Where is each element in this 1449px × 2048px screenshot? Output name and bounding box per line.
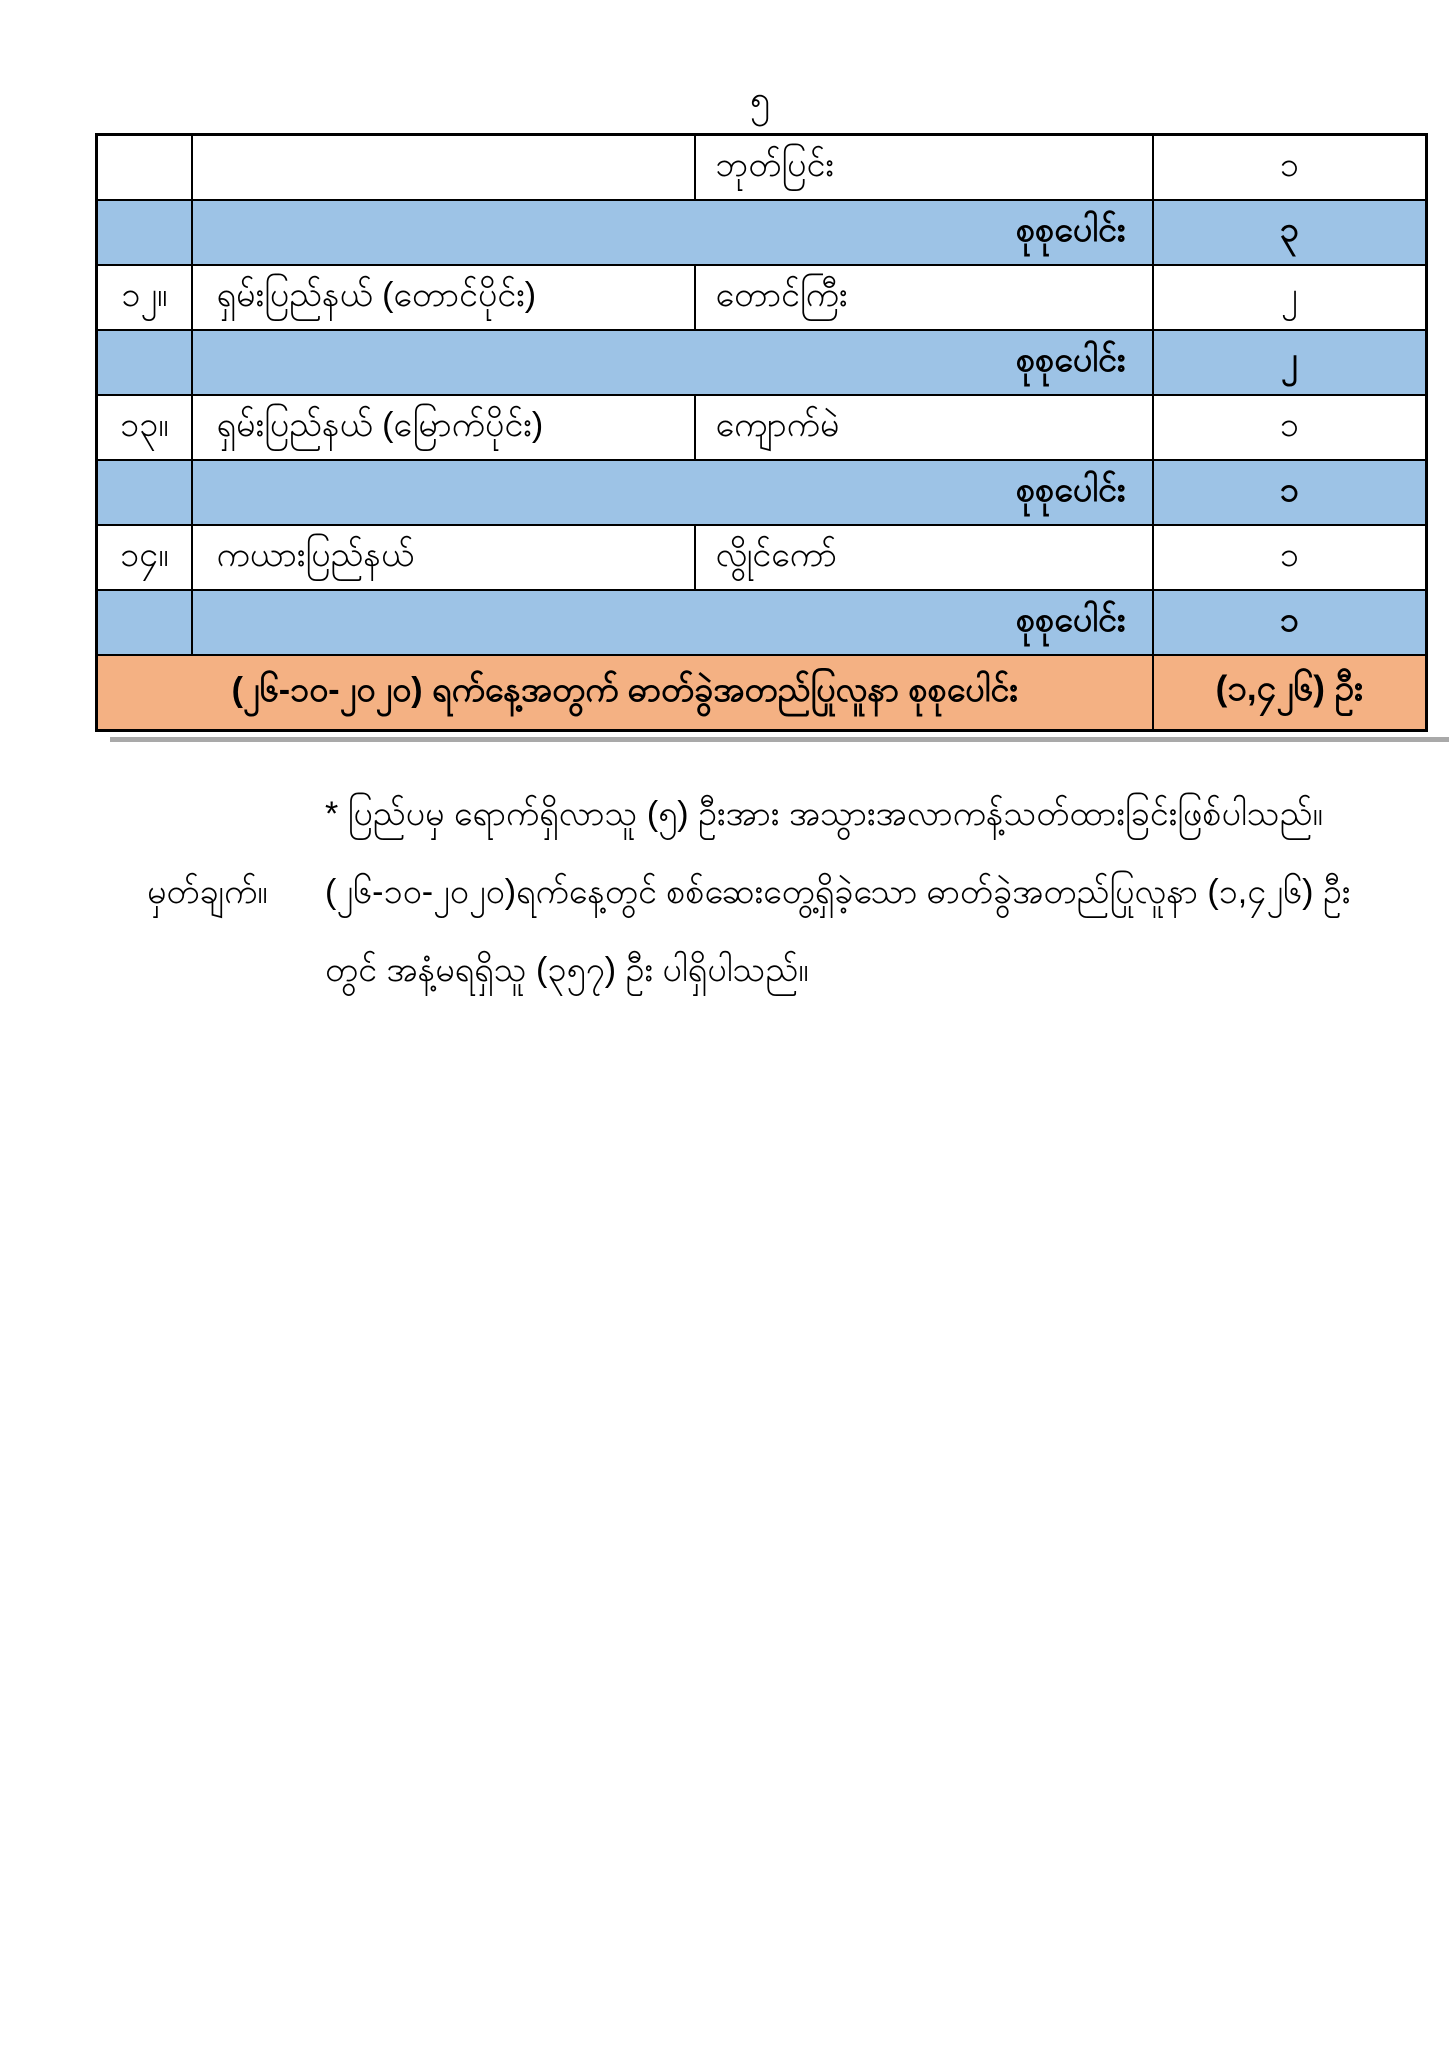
row-no-cell [97, 200, 192, 265]
subtotal-row [97, 460, 1427, 525]
state-region-cell: ကယားပြည်နယ် [192, 525, 695, 590]
subtotal-count-cell: ၁ [1153, 460, 1427, 525]
township-cell: တောင်ကြီး [695, 265, 1153, 330]
grand-total-row [97, 655, 1427, 731]
row-no-cell: ၁၃။ [97, 395, 192, 460]
count-cell: ၂ [1153, 265, 1427, 330]
table-row [97, 265, 1427, 330]
page-number: ၅ [749, 78, 771, 119]
note-line-3: တွင် အနံ့မရရှိသူ (၃၅၇) ဦး ပါရှိပါသည်။ [325, 951, 809, 989]
subtotal-row [97, 200, 1427, 265]
subtotal-label-cell: စုစုပေါင်း [192, 460, 1153, 525]
township-cell: ဘုတ်ပြင်း [695, 135, 1153, 200]
row-no-cell [97, 460, 192, 525]
count-cell: ၁ [1153, 395, 1427, 460]
count-cell: ၁ [1153, 135, 1427, 200]
township-cell: ကျောက်မဲ [695, 395, 1153, 460]
subtotal-row [97, 330, 1427, 395]
subtotal-label-cell: စုစုပေါင်း [192, 200, 1153, 265]
state-region-cell: ရှမ်းပြည်နယ် (တောင်ပိုင်း) [192, 265, 695, 330]
row-no-cell: ၁၄။ [97, 525, 192, 590]
confirmed-cases-table [95, 133, 1428, 732]
subtotal-label-cell: စုစုပေါင်း [192, 590, 1153, 655]
subtotal-count-cell: ၂ [1153, 330, 1427, 395]
township-cell: လွိုင်ကော် [695, 525, 1153, 590]
grand-total-label-cell: (၂၆-၁၀-၂၀၂၀) ရက်နေ့အတွက် ဓာတ်ခွဲအတည်ပြုလူနာ စုစုပေါင်း [97, 655, 1153, 731]
notes-section [325, 775, 1430, 1009]
table-row [97, 525, 1427, 590]
row-no-cell [97, 330, 192, 395]
subtotal-label-cell: စုစုပေါင်း [192, 330, 1153, 395]
subtotal-count-cell: ၁ [1153, 590, 1427, 655]
table-shadow-line [110, 737, 1449, 742]
grand-total-value-cell: (၁,၄၂၆) ဦး [1153, 655, 1427, 731]
row-no-cell: ၁၂။ [97, 265, 192, 330]
row-no-cell [97, 135, 192, 200]
subtotal-count-cell: ၃ [1153, 200, 1427, 265]
state-region-cell [192, 135, 695, 200]
note-line-2: (၂၆-၁၀-၂၀၂၀)ရက်နေ့တွင် စစ်ဆေးတွေ့ရှိခဲ့သော ဓာတ်ခွဲအတည်ပြုလူနာ (၁,၄၂၆) ဦး [325, 873, 1351, 911]
subtotal-row [97, 590, 1427, 655]
table-row [97, 395, 1427, 460]
note-line-1: * ပြည်ပမှ ရောက်ရှိလာသူ (၅) ဦးအား အသွားအလာကန့်သတ်ထားခြင်းဖြစ်ပါသည်။ [325, 795, 1323, 833]
row-no-cell [97, 590, 192, 655]
notes-label: မှတ်ချက်။ [147, 873, 268, 911]
table-row [97, 135, 1427, 200]
state-region-cell: ရှမ်းပြည်နယ် (မြောက်ပိုင်း) [192, 395, 695, 460]
count-cell: ၁ [1153, 525, 1427, 590]
